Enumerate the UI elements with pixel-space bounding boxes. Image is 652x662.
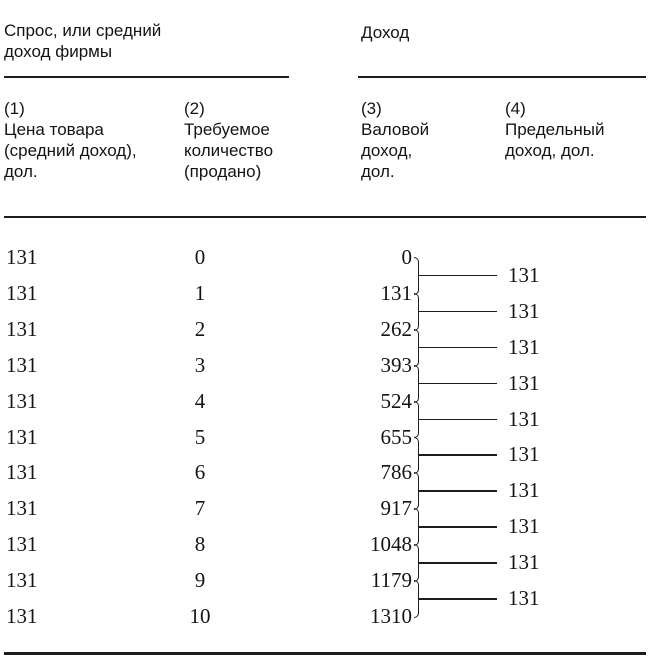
quantity-cell: 1 [194,280,206,305]
price-cell: 131 [6,280,38,305]
quantity-cell: 7 [194,496,206,521]
price-cell: 131 [6,245,38,269]
marginal-revenue-cell: 131 [508,586,540,611]
column-number-2: (2) [184,99,205,118]
column-number-1: (1) [4,99,25,118]
column-label-2: Требуемое количество (продано) [184,120,274,181]
price-cell: 131 [6,604,38,628]
total-revenue-cell: 0 [401,245,412,269]
total-revenue-cell: 917 [380,496,412,521]
marginal-revenue-cell: 131 [508,514,540,539]
quantity-cell: 0 [194,245,206,269]
marginal-revenue-cell: 131 [508,334,540,359]
column-header-4 [505,98,604,161]
total-revenue-cell: 524 [380,388,412,413]
quantity-cell: 4 [194,388,206,413]
marginal-revenue-cell: 131 [508,406,540,431]
column-label-3: Валовой доход, дол. [361,120,430,181]
price-cell: 131 [6,532,38,557]
total-revenue-cell: 393 [380,352,412,377]
income-group-rule [358,76,646,78]
column-number-3: (3) [361,99,382,118]
quantity-cell: 9 [194,568,206,593]
marginal-revenue-cell: 131 [508,298,540,323]
income-group-title: Доход [361,23,410,42]
header-bottom-rule [4,216,646,218]
bracket-connector [419,598,497,600]
demand-group-rule [4,76,289,78]
marginal-revenue-cell: 131 [508,262,540,287]
column-label-4: Предельный доход, дол. [505,120,605,160]
column-header-3 [361,98,429,182]
quantity-cell: 6 [194,460,206,485]
column-header-2 [184,98,273,182]
bracket-connector [419,454,497,456]
marginal-revenue-cell: 131 [508,478,540,503]
price-cell: 131 [6,460,38,485]
total-revenue-cell: 1310 [370,604,412,628]
demand-group-title: Спрос, или средний доход фирмы [4,21,162,61]
price-cell: 131 [6,388,38,413]
column-number-4: (4) [505,99,526,118]
column-header-1 [4,98,137,182]
price-cell: 131 [6,568,38,593]
price-cell: 131 [6,352,38,377]
bracket-connector [419,311,497,313]
bracket-connector [419,275,497,277]
quantity-cell: 8 [194,532,206,557]
bracket-connector [419,347,497,349]
price-cell: 131 [6,316,38,341]
marginal-revenue-cell: 131 [508,550,540,575]
quantity-cell: 3 [194,352,206,377]
bracket-connector [419,490,497,492]
quantity-cell: 5 [194,424,206,449]
price-cell: 131 [6,496,38,521]
column-label-1: Цена товара (средний доход), дол. [4,120,137,181]
total-revenue-cell: 262 [380,316,412,341]
quantity-cell: 2 [194,316,206,341]
total-revenue-cell: 1179 [370,568,412,593]
quantity-cell: 10 [189,604,211,628]
total-revenue-cell: 1048 [370,532,412,557]
total-revenue-cell: 131 [380,280,412,305]
bracket-connector [419,526,497,528]
bracket-connector [419,383,497,385]
table-bottom-rule [4,652,646,655]
bracket-connector [419,562,497,564]
total-revenue-cell: 786 [380,460,412,485]
bracket-connector [419,419,497,421]
marginal-revenue-cell: 131 [508,442,540,467]
price-cell: 131 [6,424,38,449]
total-revenue-cell: 655 [380,424,412,449]
marginal-revenue-cell: 131 [508,370,540,395]
